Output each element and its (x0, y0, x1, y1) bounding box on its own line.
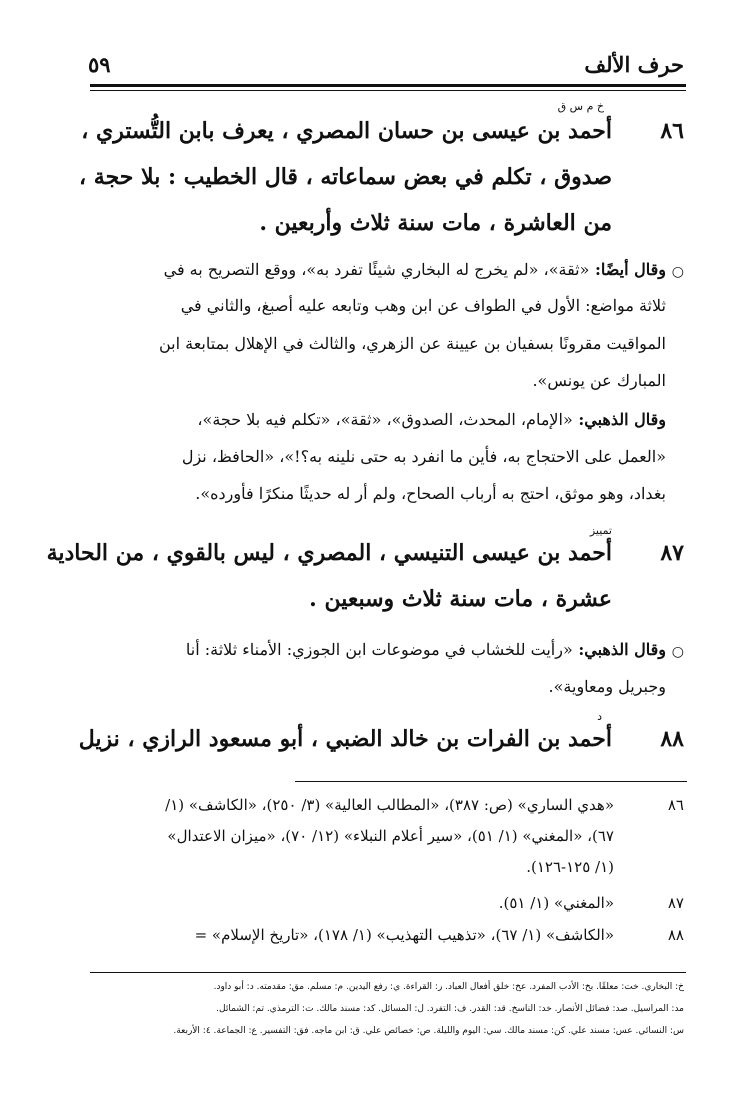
footnote-separator (295, 781, 687, 782)
note-86-1-lead: وقال أيضًا: (589, 260, 666, 279)
symbol-legend-line-2: مد: المراسيل. صد: فضائل الأنصار. خد: الناسخ. قد: القدر. ف: التفرد. ل: المسائل. كد: مسند مالك. ت: الترمذي. تم: الشمائل. (216, 1004, 684, 1014)
header-rule-thin (90, 90, 686, 91)
note-86-2-lead: وقال الذهبي: (572, 410, 666, 429)
page-number: ٥٩ (88, 52, 111, 77)
entry-86-line-3: من العاشرة ، مات سنة ثلاث وأربعين . (259, 210, 612, 236)
entry-88-number: ٨٨ (660, 726, 684, 752)
footnote-88-line-1: «الكاشف» (١/ ٦٧)، «تذهيب التهذيب» (١/ ١٧٨)، «تاريخ الإسلام» = (194, 926, 614, 944)
footnote-86-line-1: «هدي الساري» (ص: ٣٨٧)، «المطالب العالية» (٣/ ٢٥٠)، «الكاشف» (١/ (165, 796, 614, 814)
footnote-86-number: ٨٦ (667, 796, 684, 814)
entry-88-sigla: د (597, 710, 602, 723)
entry-88-line-1: أحمد بن الفرات بن خالد الضبي ، أبو مسعود الرازي ، نزيل (78, 726, 612, 752)
note-86-1-line-3: المواقيت مقرونًا بسفيان بن عيينة عن الزهري، والثالث في الإهلال بمتابعة ابن (158, 334, 666, 353)
note-87-1-line-1 (186, 640, 666, 659)
entry-86-sigla: خ م س ق (557, 100, 604, 113)
footnote-87-number: ٨٧ (667, 894, 684, 912)
note-87-1-line-2: وجبريل ومعاوية». (548, 677, 666, 696)
note-86-2-line-1 (197, 410, 666, 429)
entry-87-line-1: أحمد بن عيسى التنيسي ، المصري ، ليس بالقوي ، من الحادية (46, 540, 612, 566)
symbol-legend-line-1: خ: البخاري. خت: معلقًا. بخ: الأدب المفرد. عخ: خلق أفعال العباد. ر: القراءة. ي: رفع اليدين. م: مسلم. مق: مقدمته. د: أبو داود. (213, 982, 684, 992)
footnote-88-number: ٨٨ (667, 926, 684, 944)
note-87-1-lead: وقال الذهبي: (572, 640, 666, 659)
note-bullet-icon: ○ (671, 264, 684, 280)
header-rule (90, 84, 686, 87)
entry-87-line-2: عشرة ، مات سنة ثلاث وسبعين . (309, 586, 612, 612)
footnote-86-line-2: ٦٧)، «المغني» (١/ ٥١)، «سير أعلام النبلاء» (١٢/ ٧٠)، «ميزان الاعتدال» (167, 827, 614, 845)
note-86-1-line-1 (164, 260, 666, 279)
entry-87-number: ٨٧ (660, 540, 684, 566)
note-87-1-text: «رأيت للخشاب في موضوعات ابن الجوزي: الأمناء ثلاثة: أنا (185, 640, 573, 659)
legend-separator (90, 972, 686, 973)
note-86-2-text: «الإمام، المحدث، الصدوق»، «ثقة»، «تكلم فيه بلا حجة»، (197, 410, 573, 429)
running-header-title: حرف الألف (584, 52, 684, 77)
symbol-legend-line-3: س: النسائي. عس: مسند علي. كن: مسند مالك. سي: اليوم والليلة. ص: خصائص علي. ق: ابن ماجه. فق: التفسير. ع: الجماعة. ٤: الأربعة. (173, 1026, 684, 1036)
entry-86-number: ٨٦ (660, 118, 684, 144)
note-86-1-line-4: المبارك عن يونس». (532, 371, 666, 390)
entry-86-line-1: أحمد بن عيسى بن حسان المصري ، يعرف بابن التُّستري ، (81, 118, 612, 144)
entry-86-line-2: صدوق ، تكلم في بعض سماعاته ، قال الخطيب : بلا حجة ، (79, 164, 612, 190)
footnote-86-line-3: (١/ ١٢٥-١٢٦). (526, 858, 614, 876)
note-86-2-line-2: «العمل على الاحتجاج به، فأين ما انفرد به حتى نلينه به؟!»، «الحافظ، نزل (181, 447, 666, 466)
footnote-87-line-1: «المغني» (١/ ٥١). (498, 894, 614, 912)
entry-87-sigla: تمييز (589, 524, 612, 537)
note-bullet-icon: ○ (671, 644, 684, 660)
note-86-2-line-3: بغداد، وهو موثق، احتج به أرباب الصحاح، ولم أر له حديثًا منكرًا فأورده». (195, 484, 666, 503)
note-86-1-line-2: ثلاثة مواضع: الأول في الطواف عن ابن وهب وتابعه عليه أصبغ، والثاني في (180, 296, 666, 315)
note-86-1-text: «ثقة»، «لم يخرج له البخاري شيئًا تفرد به»، ووقع التصريح به في (163, 260, 590, 279)
